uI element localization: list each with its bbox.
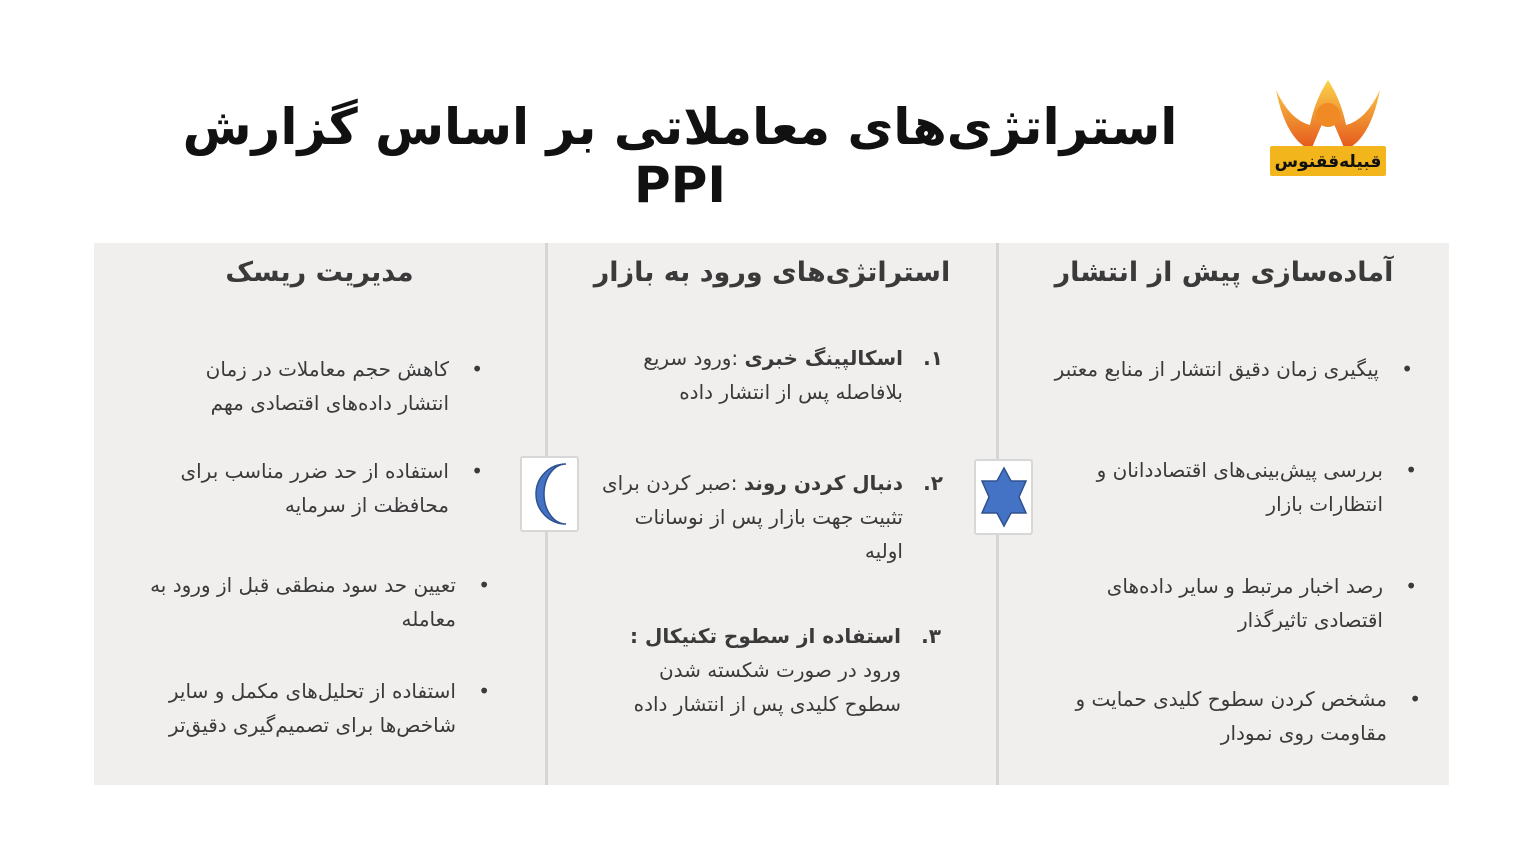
- item-text: استفاده از تحلیل‌های مکمل و سایر شاخص‌ها برای تصمیم‌گیری دقیق‌تر: [168, 679, 456, 737]
- list-item: [611, 619, 941, 721]
- list-item: • تعیین حد سود منطقی قبل از ورود به معامله: [150, 573, 490, 631]
- crescent-moon-icon: [520, 456, 579, 532]
- item-text: :ورود سریع بلافاصله پس از انتشار داده: [643, 346, 903, 404]
- phoenix-logo: [1266, 70, 1390, 180]
- column-heading: مدیریت ریسک: [225, 257, 414, 288]
- column-risk-management: [94, 243, 545, 785]
- item-text: تعیین حد سود منطقی قبل از ورود به معامله: [150, 573, 456, 631]
- list-item: • بررسی پیش‌بینی‌های اقتصاددانان و انتظارات بازار: [1096, 458, 1417, 516]
- column-pre-release-prep: [999, 243, 1449, 785]
- item-text: :صبر کردن برای تثبیت جهت بازار پس از نوسانات اولیه: [602, 471, 903, 563]
- list-item: • رصد اخبار مرتبط و سایر داده‌های اقتصادی تاثیرگذار: [1106, 574, 1417, 632]
- star-icon: [974, 459, 1033, 535]
- item-text: رصد اخبار مرتبط و سایر داده‌های اقتصادی تاثیرگذار: [1106, 574, 1383, 632]
- page-title: استراتژی‌های معاملاتی بر اساس گزارش PPI: [182, 98, 1178, 214]
- item-text: مشخص کردن سطوح کلیدی حمایت و مقاومت روی نمودار: [1075, 687, 1387, 745]
- list-item: • کاهش حجم معاملات در زمان انتشار داده‌های اقتصادی مهم: [205, 357, 483, 415]
- list-item: • پیگیری زمان دقیق انتشار از منابع معتبر: [1054, 357, 1413, 381]
- list-item: • استفاده از حد ضرر مناسب برای محافظت از سرمایه: [180, 459, 483, 517]
- column-entry-strategies: [548, 243, 996, 785]
- list-item: [593, 466, 943, 568]
- item-number: ۲.: [923, 471, 943, 495]
- list-item: • استفاده از تحلیل‌های مکمل و سایر شاخص‌ها برای تصمیم‌گیری دقیق‌تر: [168, 679, 490, 737]
- item-text: کاهش حجم معاملات در زمان انتشار داده‌های اقتصادی مهم: [205, 357, 449, 415]
- item-title: اسکالپینگ خبری: [744, 346, 903, 370]
- item-text: پیگیری زمان دقیق انتشار از منابع معتبر: [1054, 357, 1379, 381]
- column-heading: استراتژی‌های ورود به بازار: [593, 257, 951, 288]
- item-number: ۱.: [923, 346, 943, 370]
- item-text: استفاده از حد ضرر مناسب برای محافظت از سرمایه: [180, 459, 449, 517]
- item-title: استفاده از سطوح تکنیکال :: [630, 624, 901, 648]
- column-heading: آماده‌سازی پیش از انتشار: [1054, 257, 1394, 288]
- list-item: • مشخص کردن سطوح کلیدی حمایت و مقاومت روی نمودار: [1075, 687, 1421, 745]
- list-item: [603, 341, 943, 409]
- item-text: ورود در صورت شکسته شدن سطوح کلیدی پس از انتشار داده: [633, 658, 901, 716]
- item-text: بررسی پیش‌بینی‌های اقتصاددانان و انتظارات بازار: [1096, 458, 1383, 516]
- item-number: ۳.: [921, 624, 941, 648]
- item-title: دنبال کردن روند: [743, 471, 903, 495]
- svg-text:قبیله‌ققنوس: قبیله‌ققنوس: [1274, 152, 1382, 172]
